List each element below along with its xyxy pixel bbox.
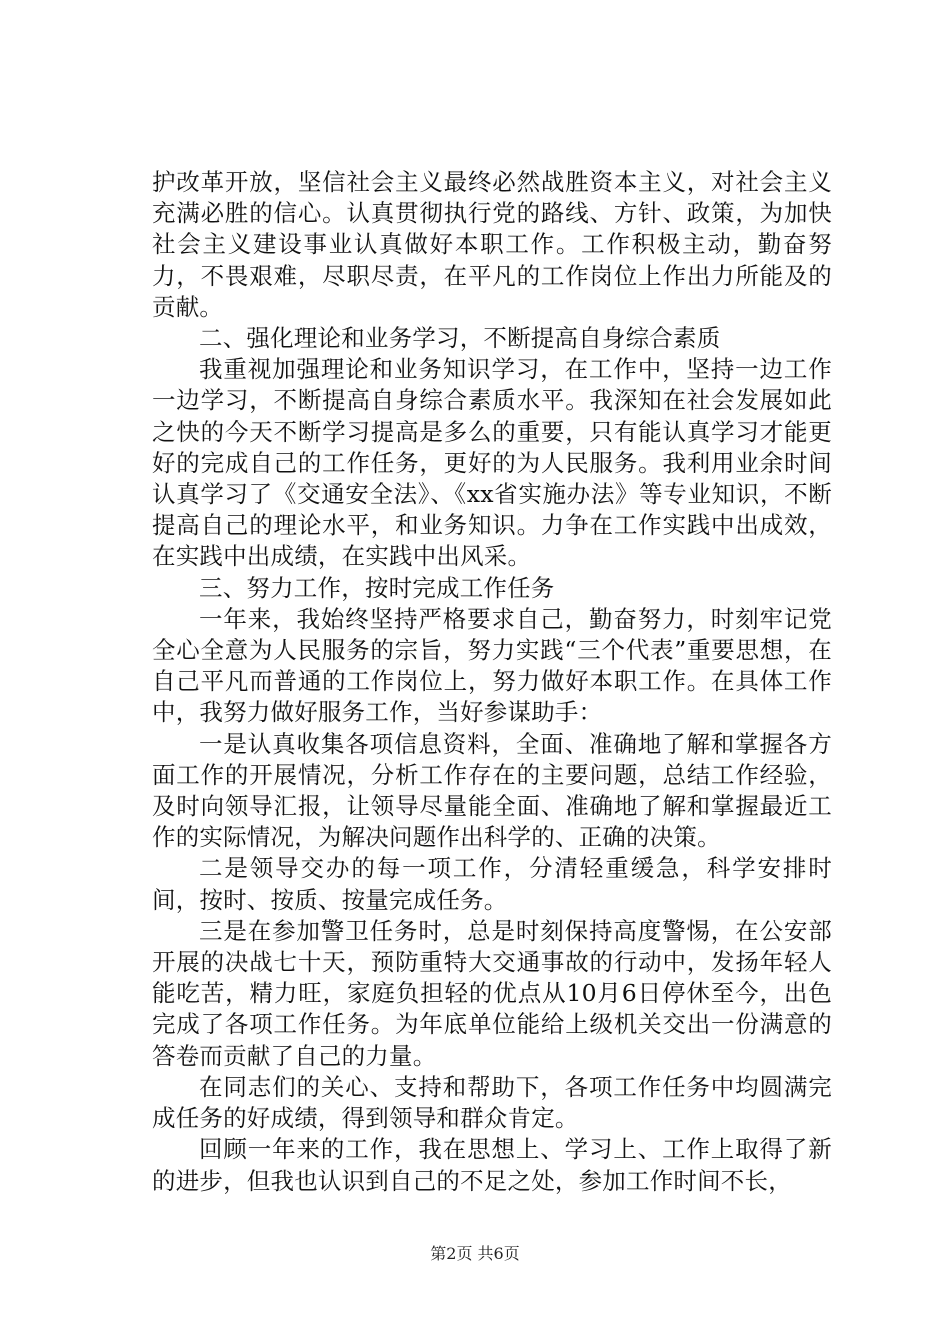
paragraph-item-three: 三是在参加警卫任务时，总是时刻保持高度警惕，在公安部开展的决战七十天，预防重特大交通事故的行动中，发扬年轻人能吃苦，精力旺，家庭负担轻的优点从10月6日停休至今，出色完成了各项工作任务。为年底单位能给上级机关交出一份满意的答卷而贡献了自己的力量。: [152, 916, 832, 1070]
paragraph-continuation: 护改革开放，坚信社会主义最终必然战胜资本主义，对社会主义充满必胜的信心。认真贯彻执行党的路线、方针、政策，为加快社会主义建设事业认真做好本职工作。工作积极主动，勤奋努力，不畏艰难，尽职尽责，在平凡的工作岗位上作出力所能及的贡献。: [152, 168, 832, 321]
document-body: [152, 167, 832, 1197]
paragraph-study: 我重视加强理论和业务知识学习，在工作中，坚持一边工作一边学习，不断提高自身综合素质水平。我深知在社会发展如此之快的今天不断学习提高是多么的重要，只有能认真学习才能更好的完成自己的工作任务，更好的为人民服务。我利用业余时间认真学习了《交通安全法》、《xx省实施办法》等专业知识，不断提高自己的理论水平，和业务知识。力争在工作实践中出成效，在实践中出成绩，在实践中出风采。: [152, 355, 832, 571]
paragraph-support: 在同志们的关心、支持和帮助下，各项工作任务中均圆满完成任务的好成绩，得到领导和群众肯定。: [152, 1072, 832, 1133]
paragraph-year-review: 一年来，我始终坚持严格要求自己，勤奋努力，时刻牢记党全心全意为人民服务的宗旨，努力实践“三个代表”重要思想，在自己平凡而普通的工作岗位上，努力做好本职工作。在具体工作中，我努力做好服务工作，当好参谋助手：: [152, 604, 832, 727]
section-heading-3: 三、努力工作，按时完成工作任务: [199, 573, 555, 602]
page-number-footer: 第2页 共6页: [430, 1244, 520, 1263]
paragraph-summary: 回顾一年来的工作，我在思想上、学习上、工作上取得了新的进步，但我也认识到自己的不足之处，参加工作时间不长，: [152, 1135, 832, 1195]
paragraph-item-one: 一是认真收集各项信息资料，全面、准确地了解和掌握各方面工作的开展情况，分析工作存在的主要问题，总结工作经验，及时向领导汇报，让领导尽量能全面、准确地了解和掌握最近工作的实际情况，为解决问题作出科学的、正确的决策。: [152, 729, 832, 852]
paragraph-item-two: 二是领导交办的每一项工作，分清轻重缓急，科学安排时间，按时、按质、按量完成任务。: [152, 854, 832, 914]
section-heading-2: 二、强化理论和业务学习，不断提高自身综合素质: [199, 324, 721, 353]
